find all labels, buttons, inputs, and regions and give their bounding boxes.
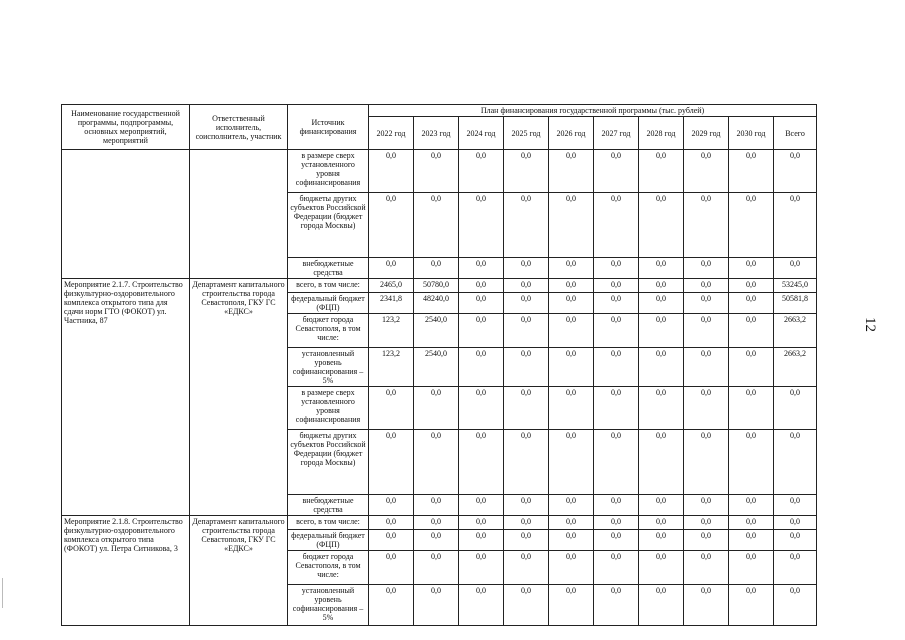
- year-value-cell: 0,0: [684, 348, 729, 387]
- header-year-2028: 2028 год: [639, 117, 684, 150]
- year-value-cell: 0,0: [594, 530, 639, 551]
- year-value-cell: 50780,0: [414, 279, 459, 293]
- year-value-cell: 0,0: [459, 258, 504, 279]
- year-value-cell: 0,0: [414, 551, 459, 585]
- year-value-cell: 0,0: [549, 314, 594, 348]
- year-value-cell: 0,0: [369, 585, 414, 626]
- year-value-cell: 0,0: [684, 314, 729, 348]
- year-value-cell: 0,0: [504, 193, 549, 258]
- year-value-cell: 0,0: [459, 193, 504, 258]
- year-value-cell: 0,0: [594, 193, 639, 258]
- year-value-cell: 0,0: [594, 150, 639, 193]
- financing-table: [61, 104, 817, 626]
- year-value-cell: 0,0: [504, 585, 549, 626]
- funding-source-cell: внебюджетные средства: [288, 258, 369, 279]
- header-year-2027: 2027 год: [594, 117, 639, 150]
- year-value-cell: 0,0: [594, 516, 639, 530]
- year-value-cell: 0,0: [459, 279, 504, 293]
- year-value-cell: 0,0: [504, 314, 549, 348]
- year-value-cell: 0,0: [369, 551, 414, 585]
- table-row: [62, 516, 817, 530]
- year-value-cell: 0,0: [639, 348, 684, 387]
- total-value-cell: 0,0: [774, 193, 817, 258]
- total-value-cell: 0,0: [774, 150, 817, 193]
- funding-source-cell: установленный уровень софинансирования – 5%: [288, 585, 369, 626]
- year-value-cell: 0,0: [369, 516, 414, 530]
- year-value-cell: 0,0: [549, 348, 594, 387]
- year-value-cell: 0,0: [729, 193, 774, 258]
- year-value-cell: 0,0: [369, 495, 414, 516]
- year-value-cell: 0,0: [504, 551, 549, 585]
- year-value-cell: 0,0: [459, 495, 504, 516]
- year-value-cell: 0,0: [414, 585, 459, 626]
- funding-source-cell: бюджеты других субъектов Российской Федерации (бюджет города Москвы): [288, 193, 369, 258]
- page-number: 12: [862, 317, 878, 332]
- year-value-cell: 0,0: [639, 258, 684, 279]
- year-value-cell: 0,0: [549, 516, 594, 530]
- year-value-cell: 0,0: [504, 495, 549, 516]
- year-value-cell: 0,0: [639, 193, 684, 258]
- funding-source-cell: в размере сверх установленного уровня софинансирования: [288, 150, 369, 193]
- funding-source-cell: всего, в том числе:: [288, 279, 369, 293]
- year-value-cell: 0,0: [594, 585, 639, 626]
- funding-source-cell: бюджеты других субъектов Российской Федерации (бюджет города Москвы): [288, 430, 369, 495]
- year-value-cell: 0,0: [594, 387, 639, 430]
- year-value-cell: 0,0: [729, 387, 774, 430]
- year-value-cell: 0,0: [729, 530, 774, 551]
- total-value-cell: 53245,0: [774, 279, 817, 293]
- year-value-cell: 0,0: [414, 430, 459, 495]
- year-value-cell: 0,0: [594, 279, 639, 293]
- year-value-cell: 0,0: [639, 387, 684, 430]
- year-value-cell: 0,0: [684, 585, 729, 626]
- header-name-cell: Наименование государственной программы, подпрограммы, основных мероприятий, мероприятий: [62, 105, 190, 150]
- year-value-cell: 0,0: [594, 314, 639, 348]
- year-value-cell: 0,0: [594, 551, 639, 585]
- measure-name-cell: [62, 150, 190, 279]
- year-value-cell: 0,0: [729, 495, 774, 516]
- year-value-cell: 0,0: [414, 258, 459, 279]
- year-value-cell: 0,0: [729, 430, 774, 495]
- year-value-cell: 0,0: [639, 530, 684, 551]
- year-value-cell: 0,0: [594, 293, 639, 314]
- total-value-cell: 0,0: [774, 516, 817, 530]
- year-value-cell: 123,2: [369, 314, 414, 348]
- header-year-2025: 2025 год: [504, 117, 549, 150]
- table-body: [62, 105, 817, 626]
- year-value-cell: 0,0: [639, 551, 684, 585]
- year-value-cell: 0,0: [504, 348, 549, 387]
- scan-edge-mark: [2, 578, 3, 608]
- funding-source-cell: бюджет города Севастополя, в том числе:: [288, 314, 369, 348]
- year-value-cell: 0,0: [504, 258, 549, 279]
- year-value-cell: 0,0: [639, 314, 684, 348]
- year-value-cell: 0,0: [594, 348, 639, 387]
- year-value-cell: 2540,0: [414, 348, 459, 387]
- year-value-cell: 0,0: [459, 348, 504, 387]
- funding-source-cell: бюджет города Севастополя, в том числе:: [288, 551, 369, 585]
- responsible-cell: Департамент капитального строительства города Севастополя, ГКУ ГС «ЕДКС»: [190, 516, 288, 626]
- year-value-cell: 0,0: [729, 516, 774, 530]
- total-value-cell: 0,0: [774, 258, 817, 279]
- year-value-cell: 0,0: [414, 530, 459, 551]
- year-value-cell: 0,0: [549, 279, 594, 293]
- year-value-cell: 0,0: [684, 293, 729, 314]
- year-value-cell: 0,0: [504, 516, 549, 530]
- year-value-cell: 2540,0: [414, 314, 459, 348]
- year-value-cell: 0,0: [729, 314, 774, 348]
- year-value-cell: 0,0: [684, 193, 729, 258]
- year-value-cell: 0,0: [459, 516, 504, 530]
- year-value-cell: 2341,8: [369, 293, 414, 314]
- funding-source-cell: федеральный бюджет (ФЦП): [288, 293, 369, 314]
- year-value-cell: 0,0: [594, 495, 639, 516]
- header-year-2029: 2029 год: [684, 117, 729, 150]
- header-responsible-cell: Ответственный исполнитель, соисполнитель, участник: [190, 105, 288, 150]
- year-value-cell: 0,0: [414, 150, 459, 193]
- header-year-2024: 2024 год: [459, 117, 504, 150]
- year-value-cell: 123,2: [369, 348, 414, 387]
- funding-source-cell: федеральный бюджет (ФЦП): [288, 530, 369, 551]
- year-value-cell: 0,0: [504, 150, 549, 193]
- year-value-cell: 0,0: [729, 348, 774, 387]
- total-value-cell: 0,0: [774, 430, 817, 495]
- year-value-cell: 0,0: [414, 516, 459, 530]
- year-value-cell: 0,0: [459, 430, 504, 495]
- total-value-cell: 0,0: [774, 551, 817, 585]
- year-value-cell: 0,0: [729, 258, 774, 279]
- year-value-cell: 0,0: [729, 293, 774, 314]
- funding-source-cell: внебюджетные средства: [288, 495, 369, 516]
- header-total: Всего: [774, 117, 817, 150]
- header-year-2030: 2030 год: [729, 117, 774, 150]
- year-value-cell: 0,0: [639, 516, 684, 530]
- year-value-cell: 0,0: [504, 293, 549, 314]
- year-value-cell: 0,0: [594, 430, 639, 495]
- year-value-cell: 0,0: [639, 585, 684, 626]
- year-value-cell: 0,0: [369, 530, 414, 551]
- year-value-cell: 0,0: [459, 293, 504, 314]
- funding-source-cell: всего, в том числе:: [288, 516, 369, 530]
- year-value-cell: 0,0: [369, 258, 414, 279]
- table-row: [62, 279, 817, 293]
- year-value-cell: 0,0: [459, 387, 504, 430]
- year-value-cell: 0,0: [684, 516, 729, 530]
- year-value-cell: 0,0: [459, 585, 504, 626]
- funding-source-cell: установленный уровень софинансирования – 5%: [288, 348, 369, 387]
- year-value-cell: 0,0: [369, 387, 414, 430]
- year-value-cell: 0,0: [684, 279, 729, 293]
- total-value-cell: 2663,2: [774, 314, 817, 348]
- year-value-cell: 0,0: [549, 258, 594, 279]
- header-year-2026: 2026 год: [549, 117, 594, 150]
- year-value-cell: 0,0: [504, 387, 549, 430]
- year-value-cell: 0,0: [459, 530, 504, 551]
- measure-name-cell: Мероприятие 2.1.8. Строительство физкультурно-оздоровительного комплекса открытого типа (ФОКОТ) ул. Петра Ситникова, 3: [62, 516, 190, 626]
- table-row: [62, 150, 817, 193]
- year-value-cell: 0,0: [504, 430, 549, 495]
- year-value-cell: 0,0: [459, 150, 504, 193]
- total-value-cell: 50581,8: [774, 293, 817, 314]
- year-value-cell: 0,0: [549, 585, 594, 626]
- total-value-cell: 0,0: [774, 530, 817, 551]
- year-value-cell: 0,0: [729, 150, 774, 193]
- year-value-cell: 0,0: [414, 387, 459, 430]
- year-value-cell: 0,0: [549, 150, 594, 193]
- year-value-cell: 0,0: [639, 430, 684, 495]
- year-value-cell: 0,0: [549, 293, 594, 314]
- year-value-cell: 0,0: [684, 530, 729, 551]
- header-row-top: [62, 105, 817, 117]
- year-value-cell: 0,0: [549, 551, 594, 585]
- header-source-cell: Источник финансирования: [288, 105, 369, 150]
- measure-name-cell: Мероприятие 2.1.7. Строительство физкультурно-оздоровительного комплекса открытого типа для сдачи норм ГТО (ФОКОТ) ул. Частника, 87: [62, 279, 190, 516]
- year-value-cell: 0,0: [639, 279, 684, 293]
- total-value-cell: 2663,2: [774, 348, 817, 387]
- responsible-cell: [190, 150, 288, 279]
- year-value-cell: 0,0: [414, 495, 459, 516]
- year-value-cell: 0,0: [369, 193, 414, 258]
- year-value-cell: 0,0: [369, 150, 414, 193]
- year-value-cell: 0,0: [639, 150, 684, 193]
- year-value-cell: 0,0: [639, 495, 684, 516]
- year-value-cell: 0,0: [549, 495, 594, 516]
- year-value-cell: 0,0: [684, 150, 729, 193]
- year-value-cell: 0,0: [504, 530, 549, 551]
- year-value-cell: 0,0: [684, 551, 729, 585]
- header-year-2022: 2022 год: [369, 117, 414, 150]
- year-value-cell: 0,0: [549, 387, 594, 430]
- year-value-cell: 0,0: [414, 193, 459, 258]
- year-value-cell: 0,0: [729, 279, 774, 293]
- year-value-cell: 0,0: [729, 585, 774, 626]
- year-value-cell: 0,0: [594, 258, 639, 279]
- year-value-cell: 0,0: [729, 551, 774, 585]
- year-value-cell: 0,0: [504, 279, 549, 293]
- responsible-cell: Департамент капитального строительства города Севастополя, ГКУ ГС «ЕДКС»: [190, 279, 288, 516]
- year-value-cell: 0,0: [549, 430, 594, 495]
- year-value-cell: 0,0: [684, 430, 729, 495]
- year-value-cell: 0,0: [684, 258, 729, 279]
- year-value-cell: 0,0: [549, 193, 594, 258]
- total-value-cell: 0,0: [774, 495, 817, 516]
- total-value-cell: 0,0: [774, 387, 817, 430]
- year-value-cell: 2465,0: [369, 279, 414, 293]
- year-value-cell: 0,0: [369, 430, 414, 495]
- year-value-cell: 0,0: [684, 387, 729, 430]
- header-year-2023: 2023 год: [414, 117, 459, 150]
- funding-source-cell: в размере сверх установленного уровня софинансирования: [288, 387, 369, 430]
- total-value-cell: 0,0: [774, 585, 817, 626]
- year-value-cell: 48240,0: [414, 293, 459, 314]
- year-value-cell: 0,0: [684, 495, 729, 516]
- header-plan-cell: План финансирования государственной программы (тыс. рублей): [369, 105, 817, 117]
- year-value-cell: 0,0: [459, 551, 504, 585]
- year-value-cell: 0,0: [639, 293, 684, 314]
- year-value-cell: 0,0: [549, 530, 594, 551]
- year-value-cell: 0,0: [459, 314, 504, 348]
